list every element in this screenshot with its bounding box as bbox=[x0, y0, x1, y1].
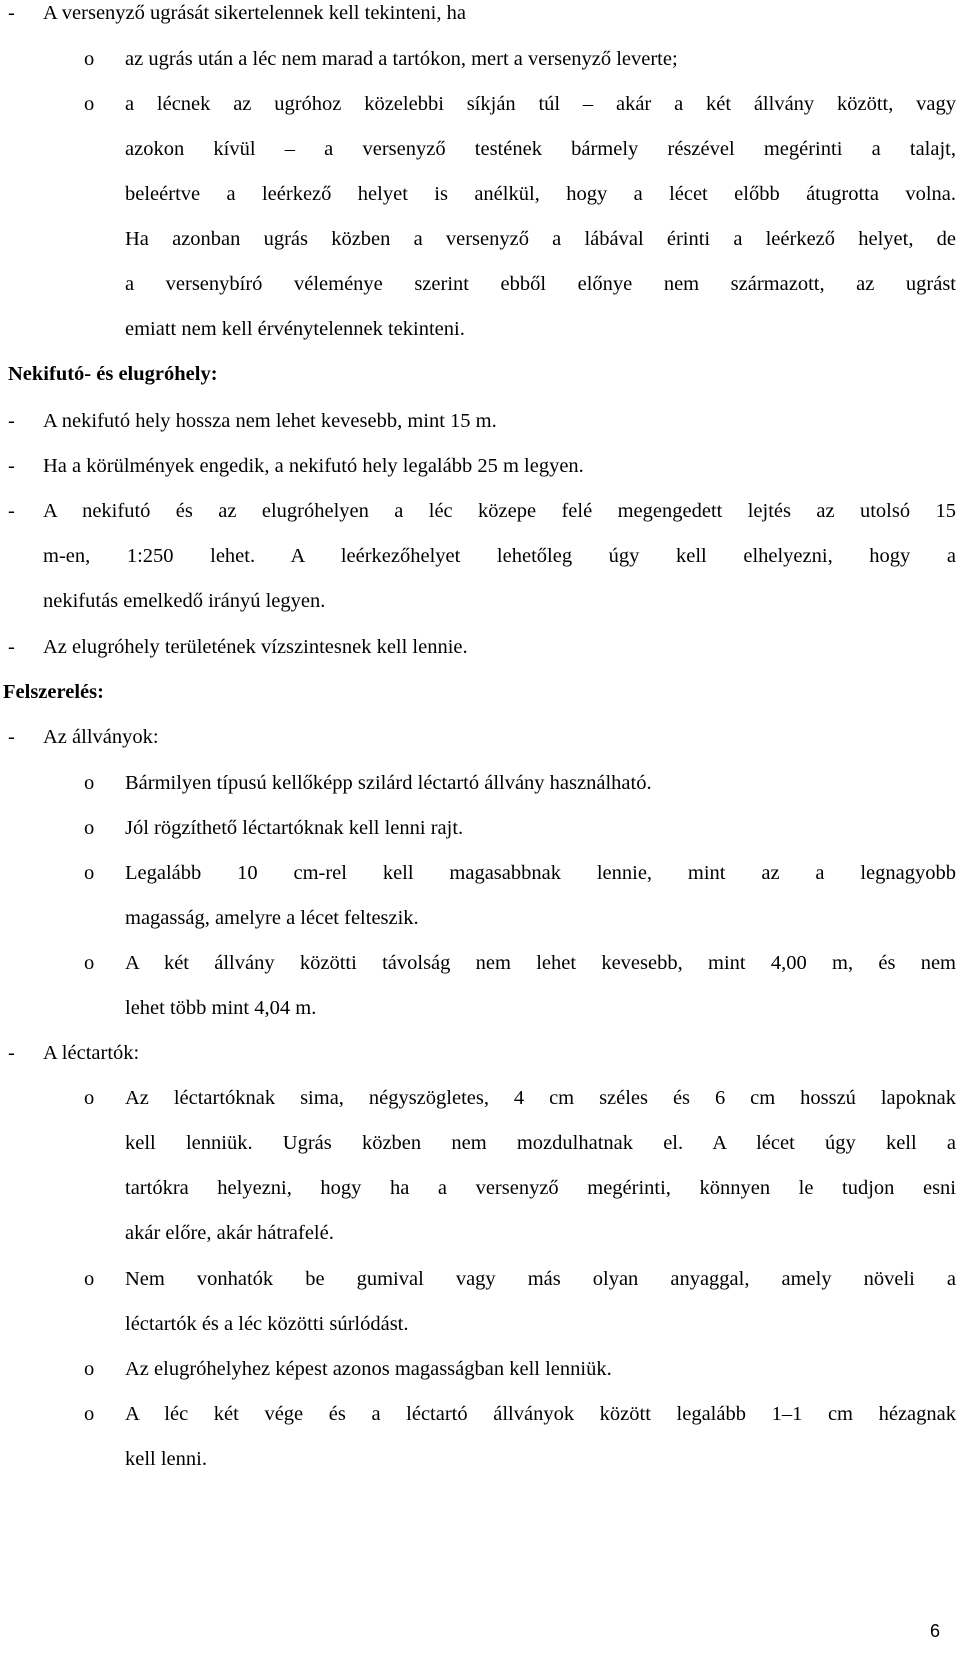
list-item-continuation bbox=[0, 1210, 960, 1256]
list-item-continuation bbox=[0, 1301, 960, 1347]
list-item-continuation bbox=[0, 985, 960, 1031]
dash-bullet: - bbox=[8, 636, 15, 658]
circle-bullet: o bbox=[84, 1268, 95, 1290]
item-text: Az állványok: bbox=[43, 726, 159, 748]
dash-bullet: - bbox=[8, 410, 15, 432]
list-item bbox=[0, 624, 960, 670]
item-text: Az elugróhely területének vízszintesnek kell lennie. bbox=[43, 636, 468, 658]
item-text: Jól rögzíthető léctartóknak kell lenni rajt. bbox=[125, 817, 464, 839]
item-text: A nekifutó és az elugróhelyen a léc közepe felé megengedett lejtés az utolsó 15 bbox=[43, 500, 956, 522]
list-item bbox=[0, 1030, 960, 1076]
item-text: akár előre, akár hátrafelé. bbox=[125, 1222, 334, 1244]
item-text: az ugrás után a léc nem marad a tartókon, mert a versenyző leverte; bbox=[125, 48, 678, 70]
list-item bbox=[0, 1256, 960, 1302]
item-text: a lécnek az ugróhoz közelebbi síkján túl – akár a két állvány között, vagy bbox=[125, 93, 956, 115]
dash-bullet: - bbox=[8, 2, 15, 24]
list-item-continuation bbox=[0, 1436, 960, 1482]
list-item bbox=[0, 1075, 960, 1121]
list-item bbox=[0, 81, 960, 127]
circle-bullet: o bbox=[84, 862, 95, 884]
list-item bbox=[0, 0, 960, 36]
section-heading-equipment bbox=[0, 669, 960, 715]
list-item bbox=[0, 805, 960, 851]
circle-bullet: o bbox=[84, 93, 95, 115]
item-text: beleértve a leérkező helyet is anélkül, hogy a lécet előbb átugrotta volna. bbox=[125, 183, 956, 205]
item-text: magasság, amelyre a lécet felteszik. bbox=[125, 907, 419, 929]
item-text: A két állvány közötti távolság nem lehet kevesebb, mint 4,00 m, és nem bbox=[125, 952, 956, 974]
item-text: tartókra helyezni, hogy ha a versenyző megérinti, könnyen le tudjon esni bbox=[125, 1177, 956, 1199]
heading-text: Nekifutó- és elugróhely: bbox=[8, 363, 218, 385]
item-text: Ha azonban ugrás közben a versenyző a lábával érinti a leérkező helyet, de bbox=[125, 228, 956, 250]
dash-bullet: - bbox=[8, 726, 15, 748]
item-text: Nem vonhatók be gumival vagy más olyan anyaggal, amely növeli a bbox=[125, 1268, 956, 1290]
section-heading-runway bbox=[0, 351, 960, 397]
heading-text: Felszerelés: bbox=[3, 681, 104, 703]
item-text: kell lenni. bbox=[125, 1448, 207, 1470]
circle-bullet: o bbox=[84, 1358, 95, 1380]
dash-bullet: - bbox=[8, 455, 15, 477]
item-text: A léctartók: bbox=[43, 1042, 140, 1064]
circle-bullet: o bbox=[84, 48, 95, 70]
circle-bullet: o bbox=[84, 952, 95, 974]
item-text: lehet több mint 4,04 m. bbox=[125, 997, 317, 1019]
item-text: A nekifutó hely hossza nem lehet kevesebb, mint 15 m. bbox=[43, 410, 497, 432]
circle-bullet: o bbox=[84, 772, 95, 794]
list-item bbox=[0, 443, 960, 489]
list-item-continuation bbox=[0, 533, 960, 579]
list-item bbox=[0, 488, 960, 534]
circle-bullet: o bbox=[84, 817, 95, 839]
item-text: a versenybíró véleménye szerint ebből előnye nem származott, az ugrást bbox=[125, 273, 956, 295]
list-item-continuation bbox=[0, 171, 960, 217]
item-text: nekifutás emelkedő irányú legyen. bbox=[43, 590, 326, 612]
list-item bbox=[0, 760, 960, 806]
list-item bbox=[0, 850, 960, 896]
circle-bullet: o bbox=[84, 1403, 95, 1425]
item-text: kell lenniük. Ugrás közben nem mozdulhatnak el. A lécet úgy kell a bbox=[125, 1132, 956, 1154]
item-text: m-en, 1:250 lehet. A leérkezőhelyet lehetőleg úgy kell elhelyezni, hogy a bbox=[43, 545, 956, 567]
list-item bbox=[0, 1346, 960, 1392]
list-item bbox=[0, 398, 960, 444]
item-text: Ha a körülmények engedik, a nekifutó hely legalább 25 m legyen. bbox=[43, 455, 584, 477]
list-item bbox=[0, 714, 960, 760]
list-item-continuation bbox=[0, 306, 960, 352]
item-text: Bármilyen típusú kellőképp szilárd léctartó állvány használható. bbox=[125, 772, 652, 794]
list-item bbox=[0, 940, 960, 986]
dash-bullet: - bbox=[8, 1042, 15, 1064]
item-text: Az léctartóknak sima, négyszögletes, 4 cm széles és 6 cm hosszú lapoknak bbox=[125, 1087, 956, 1109]
list-item bbox=[0, 1391, 960, 1437]
list-item-continuation bbox=[0, 216, 960, 262]
item-text: Az elugróhelyhez képest azonos magasságban kell lenniük. bbox=[125, 1358, 612, 1380]
item-text: A versenyző ugrását sikertelennek kell tekinteni, ha bbox=[43, 2, 466, 24]
list-item-continuation bbox=[0, 1165, 960, 1211]
list-item-continuation bbox=[0, 895, 960, 941]
list-item-continuation bbox=[0, 1120, 960, 1166]
list-item bbox=[0, 36, 960, 82]
item-text: emiatt nem kell érvénytelennek tekinteni. bbox=[125, 318, 465, 340]
item-text: Legalább 10 cm-rel kell magasabbnak lennie, mint az a legnagyobb bbox=[125, 862, 956, 884]
item-text: A léc két vége és a léctartó állványok között legalább 1–1 cm hézagnak bbox=[125, 1403, 956, 1425]
item-text: azokon kívül – a versenyző testének bármely részével megérinti a talajt, bbox=[125, 138, 956, 160]
list-item-continuation bbox=[0, 261, 960, 307]
circle-bullet: o bbox=[84, 1087, 95, 1109]
item-text: léctartók és a léc közötti súrlódást. bbox=[125, 1313, 409, 1335]
page-number: 6 bbox=[930, 1621, 941, 1641]
dash-bullet: - bbox=[8, 500, 15, 522]
list-item-continuation bbox=[0, 578, 960, 624]
list-item-continuation bbox=[0, 126, 960, 172]
